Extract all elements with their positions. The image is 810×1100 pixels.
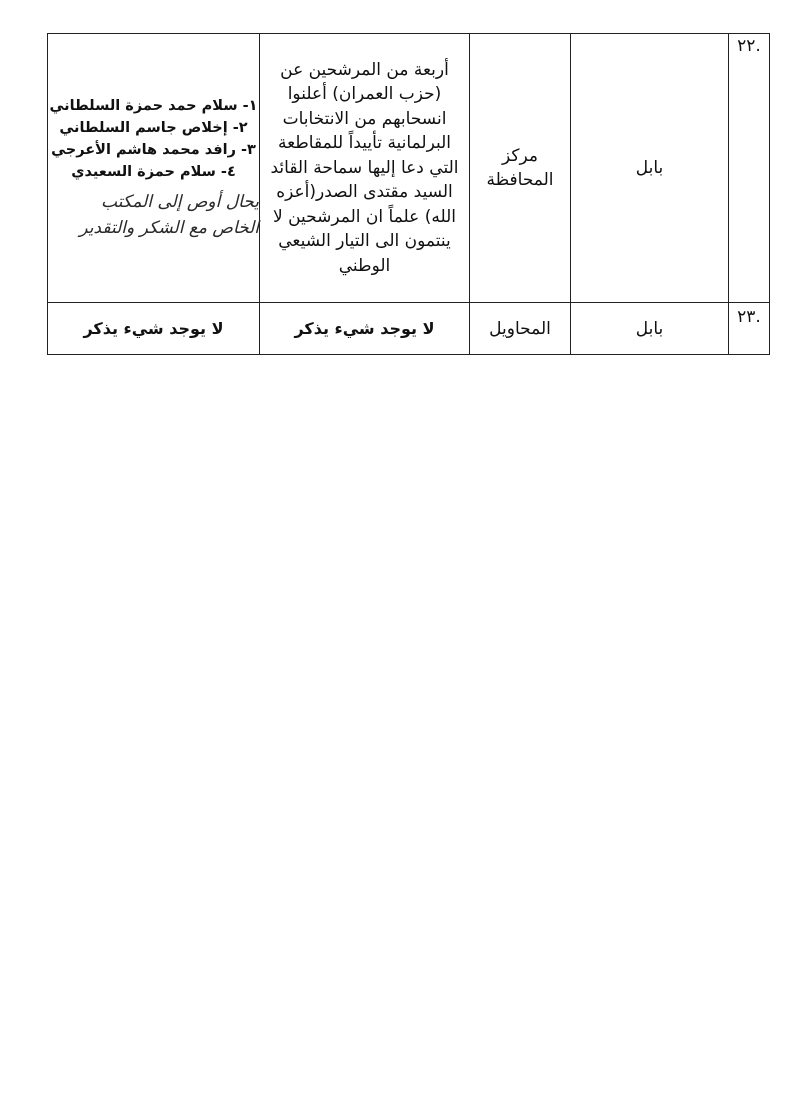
center-cell xyxy=(470,303,571,355)
governorate-name: بابل xyxy=(635,318,664,339)
center-name: مركز المحافظة xyxy=(486,146,554,190)
governorate-cell xyxy=(571,34,729,303)
candidate-names-list xyxy=(48,95,259,183)
names-none-text: لا يوجد شيء يذكر xyxy=(83,319,224,338)
governorate-cell xyxy=(571,303,729,355)
list-item: ٣- رافد محمد هاشم الأعرجي xyxy=(51,142,256,158)
names-cell xyxy=(48,303,260,355)
description-cell xyxy=(260,34,470,303)
handwritten-note-line: الخاص مع الشكر والتقدير xyxy=(79,218,259,238)
report-table xyxy=(47,33,770,355)
row-number-cell xyxy=(729,34,770,303)
description-cell xyxy=(260,303,470,355)
center-cell xyxy=(470,34,571,303)
list-item: ٤- سلام حمزة السعيدي xyxy=(71,164,236,180)
event-description: لا يوجد شيء يذكر xyxy=(294,319,435,338)
handwritten-note xyxy=(48,189,259,241)
handwritten-note-line: يحال أوص إلى المكتب xyxy=(101,192,259,212)
names-cell xyxy=(48,34,260,303)
center-name: المحاويل xyxy=(489,318,551,339)
governorate-name: بابل xyxy=(635,158,664,178)
row-number-cell xyxy=(729,303,770,355)
event-description: أربعة من المرشحين عن (حزب العمران) أعلنوا انسحابهم من الانتخابات البرلمانية تأييداً للمقاطعة التي دعا إليها سماحة القائد السيد مقتدى الصدر(أعزه الله) علماً ان المرشحين لا ينتمون الى التيار الشيعي الوطني xyxy=(270,59,459,276)
table-row xyxy=(48,303,770,355)
row-number: .٢٢ xyxy=(737,36,761,56)
list-item: ٢- إخلاص جاسم السلطاني xyxy=(59,120,248,136)
row-number: .٢٣ xyxy=(737,307,761,327)
table-row xyxy=(48,34,770,303)
list-item: ١- سلام حمد حمزة السلطاني xyxy=(49,98,258,114)
